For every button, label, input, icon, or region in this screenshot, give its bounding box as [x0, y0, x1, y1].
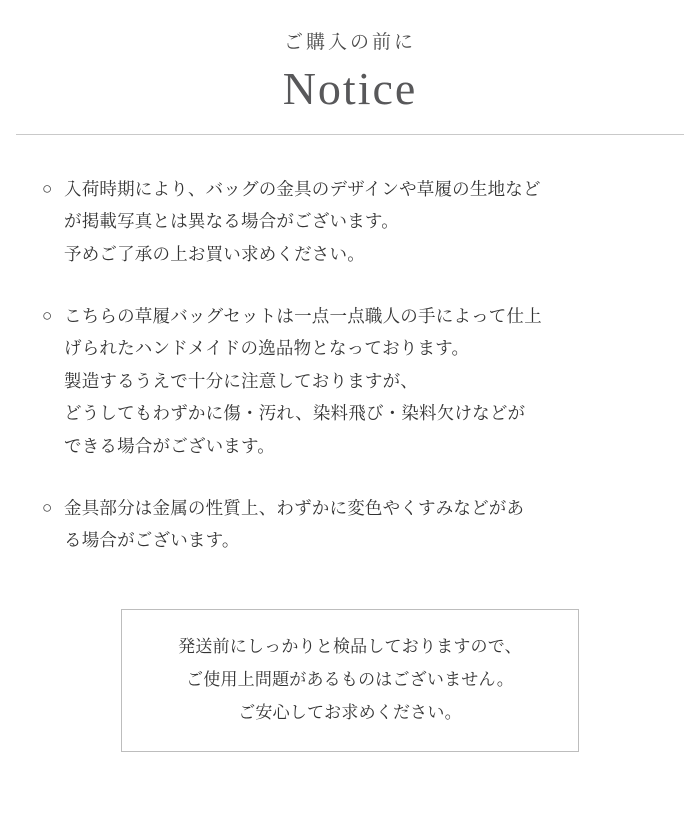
assurance-box	[121, 609, 579, 752]
notice-item-text	[64, 173, 658, 270]
assurance-line: 発送前にしっかりと検品しておりますので、	[178, 636, 522, 656]
bullet-circle-icon: ○	[42, 306, 53, 326]
notice-line: こちらの草履バッグセットは一点一点職人の手によって仕上	[64, 306, 542, 327]
notice-line: げられたハンドメイドの逸品物となっております。	[64, 338, 470, 359]
notice-line: 金具部分は金属の性質上、わずかに変色やくすみなどがあ	[64, 497, 525, 518]
page-header	[0, 0, 700, 118]
notice-item-text	[64, 300, 658, 462]
notice-line: 製造するうえで十分に注意しておりますが、	[64, 370, 418, 391]
notice-item	[42, 300, 658, 462]
notice-line: 予めご了承の上お買い求めください。	[64, 243, 365, 264]
notice-line: できる場合がございます。	[64, 435, 275, 456]
notice-item	[42, 492, 658, 557]
notice-item-text	[64, 492, 658, 557]
bullet-circle-icon: ○	[42, 178, 53, 198]
page-subtitle-ja: ご購入の前に	[283, 32, 416, 53]
notice-line: 入荷時期により、バッグの金具のデザインや草履の生地など	[64, 178, 541, 199]
assurance-line: ご安心してお求めください。	[238, 702, 462, 722]
notice-line: る場合がございます。	[64, 530, 240, 551]
assurance-line: ご使用上問題があるものはございません。	[186, 669, 514, 689]
notice-line: が掲載写真とは異なる場合がございます。	[64, 211, 399, 232]
notice-line: どうしてもわずかに傷・汚れ、染料飛び・染料欠けなどが	[64, 403, 526, 424]
notice-item	[42, 173, 658, 270]
bullet-circle-icon: ○	[42, 497, 53, 517]
assurance-box-wrapper	[42, 609, 658, 752]
page-title: Notice	[282, 63, 418, 115]
notice-list	[0, 135, 700, 752]
